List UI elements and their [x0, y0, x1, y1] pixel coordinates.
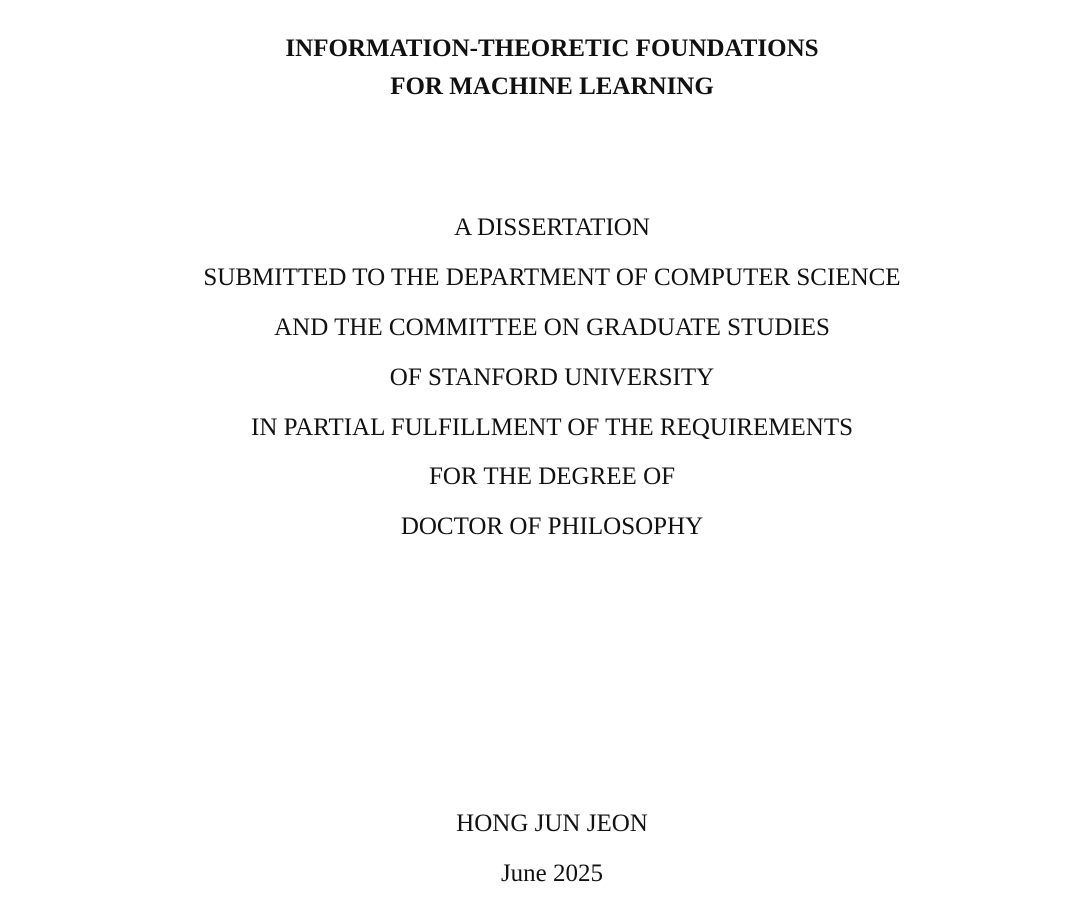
submission-line-6: FOR THE DEGREE OF: [428, 463, 676, 490]
submission-line-1: A DISSERTATION: [454, 214, 650, 241]
submission-line-3: AND THE COMMITTEE ON GRADUATE STUDIES: [274, 314, 830, 341]
submission-line-7: DOCTOR OF PHILOSOPHY: [400, 513, 704, 540]
author-name: HONG JUN JEON: [456, 810, 648, 837]
dissertation-title-line-2: FOR MACHINE LEARNING: [390, 73, 714, 100]
dissertation-title-line-1: INFORMATION-THEORETIC FOUNDATIONS: [285, 35, 819, 62]
submission-line-4: OF STANFORD UNIVERSITY: [389, 364, 715, 391]
submission-line-5: IN PARTIAL FULFILLMENT OF THE REQUIREMENTS: [251, 414, 853, 441]
submission-line-2: SUBMITTED TO THE DEPARTMENT OF COMPUTER SCIENCE: [203, 264, 901, 291]
submission-date: June 2025: [500, 860, 604, 887]
